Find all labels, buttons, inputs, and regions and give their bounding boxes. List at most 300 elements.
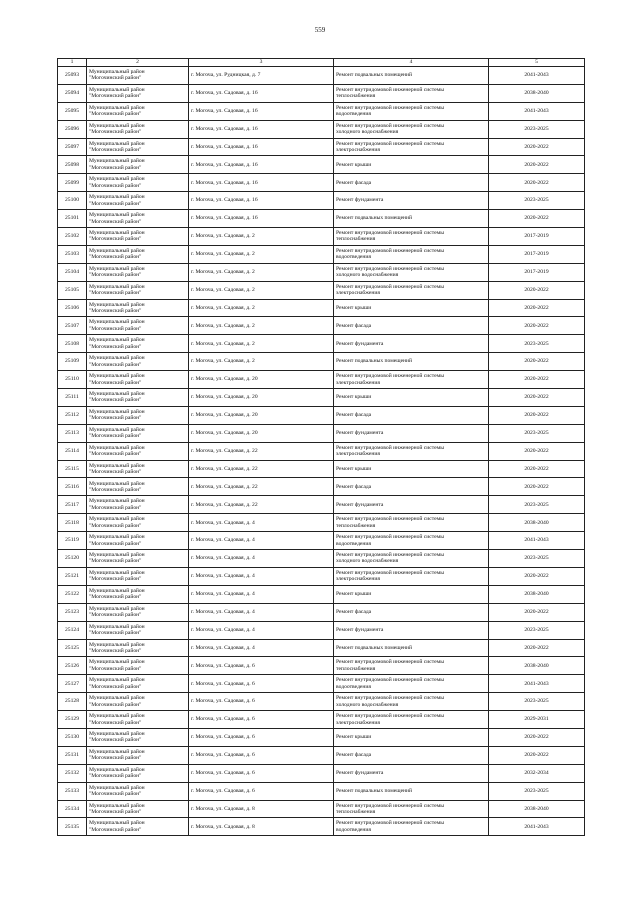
work-type-line: Ремонт фундамента bbox=[336, 769, 384, 776]
municipality-line: "Могочинский район" bbox=[89, 325, 142, 332]
table-row bbox=[58, 210, 585, 228]
work-type-line: Ремонт подвальных помещений bbox=[336, 72, 413, 79]
table-row bbox=[58, 192, 585, 210]
work-type-line: Ремонт подвальных помещений bbox=[336, 358, 413, 365]
work-type-cell bbox=[334, 245, 489, 263]
row-number-cell: 25109 bbox=[58, 353, 87, 371]
municipality-cell bbox=[87, 174, 189, 192]
municipality-line: Муниципальный район bbox=[89, 247, 145, 254]
table-row bbox=[58, 371, 585, 389]
municipality-line: Муниципальный район bbox=[89, 355, 145, 362]
municipality-cell bbox=[87, 693, 189, 711]
municipality-line: Муниципальный район bbox=[89, 569, 145, 576]
municipality-line: "Могочинский район" bbox=[89, 290, 142, 297]
work-type-line: Ремонт крыши bbox=[336, 304, 372, 311]
address-cell: г. Могоча, ул. Садовая, д. 16 bbox=[189, 192, 334, 210]
table-row bbox=[58, 818, 585, 836]
municipality-line: "Могочинский район" bbox=[89, 164, 142, 171]
work-type-line: электроснабжения bbox=[336, 576, 380, 583]
municipality-line: "Могочинский район" bbox=[89, 433, 142, 440]
work-type-line: Ремонт внутридомовой инженерной системы bbox=[336, 140, 444, 147]
term-cell: 2041-2043 bbox=[489, 67, 585, 85]
term-cell: 2023-2025 bbox=[489, 424, 585, 442]
municipality-line: Муниципальный район bbox=[89, 534, 145, 541]
municipality-cell bbox=[87, 156, 189, 174]
table-row bbox=[58, 603, 585, 621]
municipality-line: "Могочинский район" bbox=[89, 719, 142, 726]
work-type-cell bbox=[334, 514, 489, 532]
municipality-line: "Могочинский район" bbox=[89, 791, 142, 798]
municipality-line: Муниципальный район bbox=[89, 408, 145, 415]
work-type-line: теплоснабжения bbox=[336, 808, 376, 815]
municipality-cell bbox=[87, 299, 189, 317]
municipality-line: "Могочинский район" bbox=[89, 182, 142, 189]
table-row bbox=[58, 711, 585, 729]
row-number-cell: 25120 bbox=[58, 550, 87, 568]
municipality-line: "Могочинский район" bbox=[89, 522, 142, 529]
work-type-line: Ремонт крыши bbox=[336, 734, 372, 741]
municipality-line: "Могочинский район" bbox=[89, 558, 142, 565]
work-type-cell bbox=[334, 639, 489, 657]
work-type-line: Ремонт фундамента bbox=[336, 340, 384, 347]
row-number-cell: 25127 bbox=[58, 675, 87, 693]
term-cell: 2038-2040 bbox=[489, 800, 585, 818]
term-cell: 2020-2022 bbox=[489, 138, 585, 156]
term-cell: 2020-2022 bbox=[489, 281, 585, 299]
address-cell: г. Могоча, ул. Садовая, д. 6 bbox=[189, 728, 334, 746]
municipality-line: Муниципальный район bbox=[89, 426, 145, 433]
row-number-cell: 25101 bbox=[58, 210, 87, 228]
table-row bbox=[58, 460, 585, 478]
work-type-line: Ремонт внутридомовой инженерной системы bbox=[336, 230, 444, 237]
municipality-line: Муниципальный район bbox=[89, 605, 145, 612]
term-cell: 2020-2022 bbox=[489, 406, 585, 424]
municipality-line: "Могочинский район" bbox=[89, 93, 142, 100]
term-cell: 2020-2022 bbox=[489, 210, 585, 228]
row-number-cell: 25135 bbox=[58, 818, 87, 836]
column-header: 4 bbox=[334, 59, 489, 67]
term-cell: 2017-2019 bbox=[489, 228, 585, 246]
table-row bbox=[58, 263, 585, 281]
municipality-line: Муниципальный район bbox=[89, 784, 145, 791]
municipality-line: "Могочинский район" bbox=[89, 469, 142, 476]
municipality-line: Муниципальный район bbox=[89, 516, 145, 523]
work-type-cell bbox=[334, 693, 489, 711]
work-type-line: водоотведения bbox=[336, 826, 371, 833]
row-number-cell: 25119 bbox=[58, 532, 87, 550]
municipality-cell bbox=[87, 675, 189, 693]
work-type-line: Ремонт фасада bbox=[336, 322, 372, 329]
table-row bbox=[58, 585, 585, 603]
row-number-cell: 25134 bbox=[58, 800, 87, 818]
row-number-cell: 25118 bbox=[58, 514, 87, 532]
term-cell: 2023-2025 bbox=[489, 335, 585, 353]
registry-table bbox=[57, 58, 585, 836]
row-number-cell: 25098 bbox=[58, 156, 87, 174]
work-type-cell bbox=[334, 442, 489, 460]
municipality-cell bbox=[87, 764, 189, 782]
municipality-line: Муниципальный район bbox=[89, 391, 145, 398]
municipality-line: "Могочинский район" bbox=[89, 755, 142, 762]
table-row bbox=[58, 281, 585, 299]
row-number-cell: 25112 bbox=[58, 406, 87, 424]
municipality-line: Муниципальный район bbox=[89, 623, 145, 630]
municipality-cell bbox=[87, 728, 189, 746]
municipality-cell bbox=[87, 84, 189, 102]
row-number-cell: 25110 bbox=[58, 371, 87, 389]
municipality-line: "Могочинский район" bbox=[89, 576, 142, 583]
address-cell: г. Могоча, ул. Садовая, д. 6 bbox=[189, 711, 334, 729]
column-header: 1 bbox=[58, 59, 87, 67]
table-row bbox=[58, 406, 585, 424]
municipality-cell bbox=[87, 585, 189, 603]
municipality-line: "Могочинский район" bbox=[89, 773, 142, 780]
municipality-line: Муниципальный район bbox=[89, 176, 145, 183]
work-type-line: водоотведения bbox=[336, 111, 371, 118]
row-number-cell: 25094 bbox=[58, 84, 87, 102]
municipality-line: Муниципальный район bbox=[89, 319, 145, 326]
municipality-line: Муниципальный район bbox=[89, 659, 145, 666]
address-cell: г. Могоча, ул. Садовая, д. 4 bbox=[189, 639, 334, 657]
address-cell: г. Могоча, ул. Садовая, д. 6 bbox=[189, 764, 334, 782]
table-header bbox=[58, 59, 585, 67]
municipality-cell bbox=[87, 746, 189, 764]
municipality-cell bbox=[87, 335, 189, 353]
table-row bbox=[58, 299, 585, 317]
work-type-line: Ремонт внутридомовой инженерной системы bbox=[336, 695, 444, 702]
row-number-cell: 25100 bbox=[58, 192, 87, 210]
address-cell: г. Могоча, ул. Садовая, д. 8 bbox=[189, 818, 334, 836]
work-type-line: Ремонт крыши bbox=[336, 161, 372, 168]
column-header: 2 bbox=[87, 59, 189, 67]
term-cell: 2023-2025 bbox=[489, 621, 585, 639]
municipality-cell bbox=[87, 228, 189, 246]
work-type-line: Ремонт фасада bbox=[336, 179, 372, 186]
work-type-line: Ремонт внутридомовой инженерной системы bbox=[336, 677, 444, 684]
municipality-line: Муниципальный район bbox=[89, 587, 145, 594]
work-type-line: Ремонт фасада bbox=[336, 752, 372, 759]
row-number-cell: 25099 bbox=[58, 174, 87, 192]
municipality-line: Муниципальный район bbox=[89, 444, 145, 451]
work-type-line: Ремонт внутридомовой инженерной системы bbox=[336, 802, 444, 809]
table-row bbox=[58, 728, 585, 746]
work-type-cell bbox=[334, 174, 489, 192]
table-row bbox=[58, 693, 585, 711]
municipality-line: "Могочинский район" bbox=[89, 200, 142, 207]
municipality-line: "Могочинский район" bbox=[89, 129, 142, 136]
address-cell: г. Могоча, ул. Садовая, д. 6 bbox=[189, 782, 334, 800]
municipality-line: Муниципальный район bbox=[89, 713, 145, 720]
work-type-line: Ремонт внутридомовой инженерной системы bbox=[336, 713, 444, 720]
work-type-line: Ремонт фундамента bbox=[336, 626, 384, 633]
municipality-line: "Могочинский район" bbox=[89, 665, 142, 672]
municipality-line: Муниципальный район bbox=[89, 677, 145, 684]
table-row bbox=[58, 442, 585, 460]
municipality-line: "Могочинский район" bbox=[89, 826, 142, 833]
municipality-cell bbox=[87, 317, 189, 335]
table-row bbox=[58, 317, 585, 335]
municipality-line: Муниципальный район bbox=[89, 480, 145, 487]
municipality-line: "Могочинский район" bbox=[89, 415, 142, 422]
column-header: 5 bbox=[489, 59, 585, 67]
municipality-line: "Могочинский район" bbox=[89, 683, 142, 690]
row-number-cell: 25116 bbox=[58, 478, 87, 496]
table-row bbox=[58, 84, 585, 102]
municipality-line: Муниципальный район bbox=[89, 265, 145, 272]
work-type-line: электроснабжения bbox=[336, 719, 380, 726]
row-number-cell: 25126 bbox=[58, 657, 87, 675]
work-type-cell bbox=[334, 120, 489, 138]
work-type-line: Ремонт внутридомовой инженерной системы bbox=[336, 569, 444, 576]
row-number-cell: 25107 bbox=[58, 317, 87, 335]
work-type-line: Ремонт внутридомовой инженерной системы bbox=[336, 373, 444, 380]
work-type-cell bbox=[334, 281, 489, 299]
address-cell: г. Могоча, ул. Садовая, д. 20 bbox=[189, 371, 334, 389]
work-type-line: Ремонт подвальных помещений bbox=[336, 644, 413, 651]
municipality-cell bbox=[87, 120, 189, 138]
term-cell: 2023-2025 bbox=[489, 192, 585, 210]
address-cell: г. Могоча, ул. Садовая, д. 16 bbox=[189, 138, 334, 156]
municipality-line: Муниципальный район bbox=[89, 730, 145, 737]
municipality-cell bbox=[87, 263, 189, 281]
work-type-cell bbox=[334, 102, 489, 120]
address-cell: г. Могоча, ул. Садовая, д. 16 bbox=[189, 210, 334, 228]
address-cell: г. Могоча, ул. Садовая, д. 20 bbox=[189, 389, 334, 407]
municipality-line: "Могочинский район" bbox=[89, 343, 142, 350]
municipality-cell bbox=[87, 460, 189, 478]
work-type-line: Ремонт внутридомовой инженерной системы bbox=[336, 265, 444, 272]
term-cell: 2020-2022 bbox=[489, 603, 585, 621]
municipality-line: Муниципальный район bbox=[89, 373, 145, 380]
municipality-line: "Могочинский район" bbox=[89, 701, 142, 708]
work-type-cell bbox=[334, 138, 489, 156]
work-type-line: Ремонт внутридомовой инженерной системы bbox=[336, 247, 444, 254]
address-cell: г. Могоча, ул. Рудницкая, д. 7 bbox=[189, 67, 334, 85]
row-number-cell: 25131 bbox=[58, 746, 87, 764]
row-number-cell: 25114 bbox=[58, 442, 87, 460]
municipality-line: Муниципальный район bbox=[89, 748, 145, 755]
municipality-line: Муниципальный район bbox=[89, 283, 145, 290]
municipality-cell bbox=[87, 478, 189, 496]
municipality-cell bbox=[87, 657, 189, 675]
table-row bbox=[58, 782, 585, 800]
work-type-line: Ремонт подвальных помещений bbox=[336, 215, 413, 222]
municipality-line: Муниципальный район bbox=[89, 230, 145, 237]
term-cell: 2020-2022 bbox=[489, 156, 585, 174]
term-cell: 2041-2043 bbox=[489, 675, 585, 693]
work-type-cell bbox=[334, 711, 489, 729]
municipality-line: Муниципальный район bbox=[89, 820, 145, 827]
municipality-line: "Могочинский район" bbox=[89, 504, 142, 511]
table-row bbox=[58, 639, 585, 657]
table-row bbox=[58, 389, 585, 407]
municipality-line: "Могочинский район" bbox=[89, 218, 142, 225]
row-number-cell: 25096 bbox=[58, 120, 87, 138]
municipality-line: "Могочинский район" bbox=[89, 379, 142, 386]
municipality-cell bbox=[87, 406, 189, 424]
municipality-line: Муниципальный район bbox=[89, 337, 145, 344]
row-number-cell: 25129 bbox=[58, 711, 87, 729]
table-row bbox=[58, 746, 585, 764]
table-row bbox=[58, 245, 585, 263]
municipality-line: "Могочинский район" bbox=[89, 397, 142, 404]
term-cell: 2023-2025 bbox=[489, 496, 585, 514]
municipality-line: Муниципальный район bbox=[89, 462, 145, 469]
address-cell: г. Могоча, ул. Садовая, д. 4 bbox=[189, 567, 334, 585]
term-cell: 2020-2022 bbox=[489, 746, 585, 764]
address-cell: г. Могоча, ул. Садовая, д. 2 bbox=[189, 245, 334, 263]
work-type-line: Ремонт внутридомовой инженерной системы bbox=[336, 283, 444, 290]
municipality-line: Муниципальный район bbox=[89, 158, 145, 165]
term-cell: 2023-2025 bbox=[489, 550, 585, 568]
work-type-cell bbox=[334, 478, 489, 496]
municipality-line: "Могочинский район" bbox=[89, 612, 142, 619]
municipality-line: "Могочинский район" bbox=[89, 630, 142, 637]
address-cell: г. Могоча, ул. Садовая, д. 2 bbox=[189, 335, 334, 353]
work-type-line: Ремонт внутридомовой инженерной системы bbox=[336, 516, 444, 523]
municipality-cell bbox=[87, 532, 189, 550]
work-type-line: теплоснабжения bbox=[336, 665, 376, 672]
address-cell: г. Могоча, ул. Садовая, д. 6 bbox=[189, 675, 334, 693]
row-number-cell: 25113 bbox=[58, 424, 87, 442]
address-cell: г. Могоча, ул. Садовая, д. 4 bbox=[189, 550, 334, 568]
work-type-cell bbox=[334, 371, 489, 389]
row-number-cell: 25130 bbox=[58, 728, 87, 746]
row-number-cell: 25105 bbox=[58, 281, 87, 299]
work-type-cell bbox=[334, 335, 489, 353]
term-cell: 2020-2022 bbox=[489, 460, 585, 478]
row-number-cell: 25132 bbox=[58, 764, 87, 782]
work-type-cell bbox=[334, 228, 489, 246]
work-type-line: Ремонт фасада bbox=[336, 483, 372, 490]
address-cell: г. Могоча, ул. Садовая, д. 2 bbox=[189, 263, 334, 281]
work-type-line: Ремонт фундамента bbox=[336, 430, 384, 437]
term-cell: 2038-2040 bbox=[489, 84, 585, 102]
work-type-line: Ремонт фундамента bbox=[336, 197, 384, 204]
work-type-cell bbox=[334, 424, 489, 442]
work-type-line: теплоснабжения bbox=[336, 236, 376, 243]
work-type-cell bbox=[334, 389, 489, 407]
work-type-cell bbox=[334, 603, 489, 621]
term-cell: 2020-2022 bbox=[489, 389, 585, 407]
table-row bbox=[58, 550, 585, 568]
work-type-line: водоотведения bbox=[336, 683, 371, 690]
municipality-line: "Могочинский район" bbox=[89, 111, 142, 118]
work-type-line: Ремонт внутридомовой инженерной системы bbox=[336, 444, 444, 451]
address-cell: г. Могоча, ул. Садовая, д. 6 bbox=[189, 657, 334, 675]
row-number-cell: 25102 bbox=[58, 228, 87, 246]
municipality-cell bbox=[87, 281, 189, 299]
municipality-line: "Могочинский район" bbox=[89, 647, 142, 654]
row-number-cell: 25103 bbox=[58, 245, 87, 263]
address-cell: г. Могоча, ул. Садовая, д. 20 bbox=[189, 406, 334, 424]
address-cell: г. Могоча, ул. Садовая, д. 16 bbox=[189, 120, 334, 138]
work-type-line: Ремонт внутридомовой инженерной системы bbox=[336, 552, 444, 559]
municipality-cell bbox=[87, 800, 189, 818]
term-cell: 2020-2022 bbox=[489, 317, 585, 335]
municipality-line: Муниципальный район bbox=[89, 498, 145, 505]
table-row bbox=[58, 514, 585, 532]
row-number-cell: 25115 bbox=[58, 460, 87, 478]
municipality-line: Муниципальный район bbox=[89, 301, 145, 308]
municipality-line: "Могочинский район" bbox=[89, 808, 142, 815]
municipality-line: "Могочинский район" bbox=[89, 737, 142, 744]
address-cell: г. Могоча, ул. Садовая, д. 6 bbox=[189, 746, 334, 764]
address-cell: г. Могоча, ул. Садовая, д. 22 bbox=[189, 442, 334, 460]
municipality-cell bbox=[87, 138, 189, 156]
row-number-cell: 25117 bbox=[58, 496, 87, 514]
municipality-line: Муниципальный район bbox=[89, 122, 145, 129]
municipality-line: Муниципальный район bbox=[89, 212, 145, 219]
address-cell: г. Могоча, ул. Садовая, д. 4 bbox=[189, 532, 334, 550]
work-type-cell bbox=[334, 406, 489, 424]
municipality-cell bbox=[87, 210, 189, 228]
municipality-cell bbox=[87, 371, 189, 389]
table-row bbox=[58, 800, 585, 818]
address-cell: г. Могоча, ул. Садовая, д. 22 bbox=[189, 478, 334, 496]
address-cell: г. Могоча, ул. Садовая, д. 20 bbox=[189, 424, 334, 442]
work-type-cell bbox=[334, 263, 489, 281]
term-cell: 2020-2022 bbox=[489, 639, 585, 657]
municipality-line: Муниципальный район bbox=[89, 140, 145, 147]
term-cell: 2038-2040 bbox=[489, 514, 585, 532]
address-cell: г. Могоча, ул. Садовая, д. 2 bbox=[189, 281, 334, 299]
work-type-cell bbox=[334, 621, 489, 639]
municipality-line: "Могочинский район" bbox=[89, 540, 142, 547]
row-number-cell: 25093 bbox=[58, 67, 87, 85]
municipality-line: Муниципальный район bbox=[89, 86, 145, 93]
table-row bbox=[58, 621, 585, 639]
address-cell: г. Могоча, ул. Садовая, д. 16 bbox=[189, 174, 334, 192]
row-number-cell: 25125 bbox=[58, 639, 87, 657]
work-type-cell bbox=[334, 210, 489, 228]
work-type-line: Ремонт фасада bbox=[336, 608, 372, 615]
work-type-line: электроснабжения bbox=[336, 451, 380, 458]
work-type-line: электроснабжения bbox=[336, 379, 380, 386]
term-cell: 2020-2022 bbox=[489, 353, 585, 371]
work-type-line: водоотведения bbox=[336, 540, 371, 547]
page-number: 559 bbox=[314, 26, 326, 34]
municipality-cell bbox=[87, 782, 189, 800]
work-type-line: Ремонт внутридомовой инженерной системы bbox=[336, 86, 444, 93]
term-cell: 2020-2022 bbox=[489, 174, 585, 192]
municipality-line: "Могочинский район" bbox=[89, 75, 142, 82]
municipality-cell bbox=[87, 514, 189, 532]
address-cell: г. Могоча, ул. Садовая, д. 2 bbox=[189, 353, 334, 371]
table-row bbox=[58, 67, 585, 85]
work-type-cell bbox=[334, 675, 489, 693]
row-number-cell: 25124 bbox=[58, 621, 87, 639]
municipality-cell bbox=[87, 567, 189, 585]
municipality-line: Муниципальный район bbox=[89, 194, 145, 201]
work-type-line: Ремонт внутридомовой инженерной системы bbox=[336, 122, 444, 129]
municipality-cell bbox=[87, 550, 189, 568]
term-cell: 2038-2040 bbox=[489, 657, 585, 675]
municipality-line: "Могочинский район" bbox=[89, 451, 142, 458]
municipality-cell bbox=[87, 603, 189, 621]
municipality-cell bbox=[87, 353, 189, 371]
address-cell: г. Могоча, ул. Садовая, д. 4 bbox=[189, 514, 334, 532]
municipality-cell bbox=[87, 192, 189, 210]
table-row bbox=[58, 138, 585, 156]
work-type-line: Ремонт крыши bbox=[336, 591, 372, 598]
municipality-line: Муниципальный район bbox=[89, 552, 145, 559]
table-row bbox=[58, 532, 585, 550]
municipality-cell bbox=[87, 102, 189, 120]
work-type-line: электроснабжения bbox=[336, 147, 380, 153]
municipality-line: "Могочинский район" bbox=[89, 361, 142, 368]
table-row bbox=[58, 353, 585, 371]
